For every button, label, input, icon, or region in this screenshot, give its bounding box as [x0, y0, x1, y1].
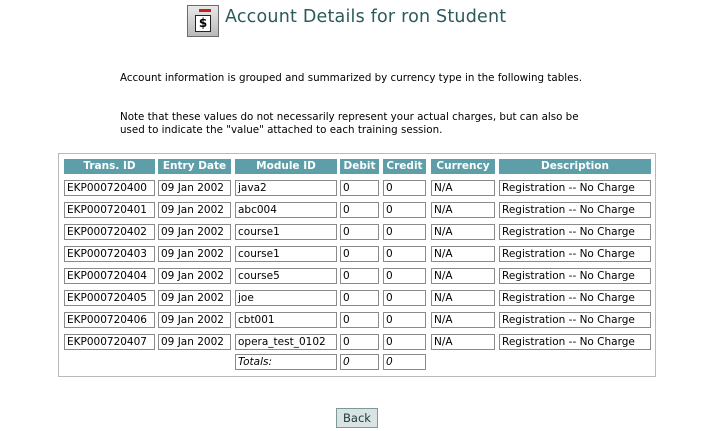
cell-currency: N/A [431, 180, 495, 196]
cell-debit: 0 [340, 334, 379, 350]
total-debit: 0 [340, 354, 379, 370]
page-title: Account Details for ron Student [225, 7, 507, 27]
column-header-currency: Currency [431, 159, 495, 174]
cell-debit: 0 [340, 268, 379, 284]
cell-credit: 0 [383, 202, 426, 218]
column-header-trans-id: Trans. ID [64, 159, 155, 174]
column-header-debit: Debit [340, 159, 379, 174]
cell-module-id: course5 [235, 268, 337, 284]
cell-entry-date: 09 Jan 2002 [158, 202, 231, 218]
cell-entry-date: 09 Jan 2002 [158, 312, 231, 328]
cell-entry-date: 09 Jan 2002 [158, 268, 231, 284]
cell-module-id: java2 [235, 180, 337, 196]
cell-credit: 0 [383, 312, 426, 328]
cell-trans-id: EKP000720401 [64, 202, 155, 218]
cell-credit: 0 [383, 246, 426, 262]
cell-entry-date: 09 Jan 2002 [158, 334, 231, 350]
cell-module-id: cbt001 [235, 312, 337, 328]
cell-credit: 0 [383, 334, 426, 350]
cell-currency: N/A [431, 334, 495, 350]
cell-description: Registration -- No Charge [499, 334, 651, 350]
note-text: Note that these values do not necessarily represent your actual charges, but can also be used to indicate the "value" attached to each training session. [120, 111, 579, 136]
cell-credit: 0 [383, 268, 426, 284]
cell-currency: N/A [431, 246, 495, 262]
cell-trans-id: EKP000720405 [64, 290, 155, 306]
cell-trans-id: EKP000720400 [64, 180, 155, 196]
cell-module-id: abc004 [235, 202, 337, 218]
cell-credit: 0 [383, 224, 426, 240]
column-header-credit: Credit [383, 159, 426, 174]
total-credit: 0 [383, 354, 426, 370]
column-header-description: Description [499, 159, 651, 174]
cell-description: Registration -- No Charge [499, 290, 651, 306]
page-header [187, 5, 506, 37]
cell-module-id: opera_test_0102 [235, 334, 337, 350]
column-header-entry-date: Entry Date [158, 159, 231, 174]
cell-currency: N/A [431, 202, 495, 218]
cell-currency: N/A [431, 224, 495, 240]
cell-credit: 0 [383, 290, 426, 306]
cell-description: Registration -- No Charge [499, 224, 651, 240]
cell-debit: 0 [340, 180, 379, 196]
back-button[interactable]: Back [336, 408, 378, 428]
money-dollar-icon: $ [187, 5, 219, 37]
cell-description: Registration -- No Charge [499, 246, 651, 262]
cell-entry-date: 09 Jan 2002 [158, 290, 231, 306]
cell-debit: 0 [340, 290, 379, 306]
cell-description: Registration -- No Charge [499, 312, 651, 328]
cell-description: Registration -- No Charge [499, 180, 651, 196]
cell-module-id: course1 [235, 224, 337, 240]
cell-currency: N/A [431, 290, 495, 306]
cell-entry-date: 09 Jan 2002 [158, 224, 231, 240]
cell-description: Registration -- No Charge [499, 202, 651, 218]
cell-trans-id: EKP000720406 [64, 312, 155, 328]
cell-module-id: joe [235, 290, 337, 306]
cell-debit: 0 [340, 246, 379, 262]
cell-currency: N/A [431, 268, 495, 284]
cell-entry-date: 09 Jan 2002 [158, 246, 231, 262]
cell-debit: 0 [340, 224, 379, 240]
cell-credit: 0 [383, 180, 426, 196]
column-header-module-id: Module ID [235, 159, 337, 174]
cell-trans-id: EKP000720403 [64, 246, 155, 262]
cell-entry-date: 09 Jan 2002 [158, 180, 231, 196]
intro-text: Account information is grouped and summarized by currency type in the following tables. [120, 72, 583, 84]
totals-label: Totals: [235, 354, 337, 370]
cell-trans-id: EKP000720407 [64, 334, 155, 350]
cell-description: Registration -- No Charge [499, 268, 651, 284]
cell-module-id: course1 [235, 246, 337, 262]
cell-debit: 0 [340, 202, 379, 218]
cell-trans-id: EKP000720402 [64, 224, 155, 240]
cell-debit: 0 [340, 312, 379, 328]
cell-currency: N/A [431, 312, 495, 328]
cell-trans-id: EKP000720404 [64, 268, 155, 284]
